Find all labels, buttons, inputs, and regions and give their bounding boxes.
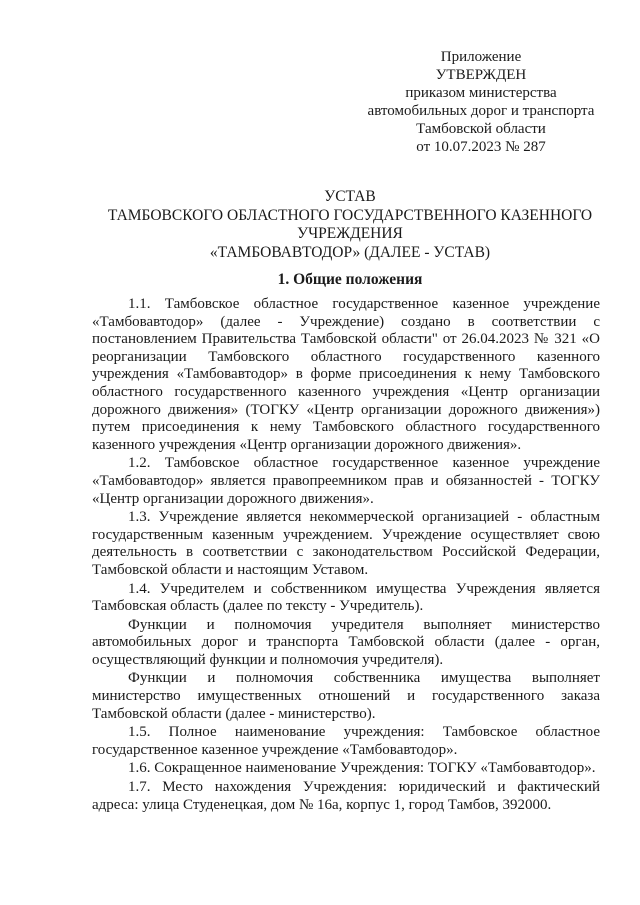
paragraph-1-2: 1.2. Тамбовское областное государственное казенное учреждение «Тамбовавтодор» является правопреемником прав и обязанностей - ТОГКУ «Центр организации дорожного движения».	[92, 455, 600, 507]
approval-order: приказом министерства	[405, 85, 557, 101]
title-line-4: «ТАМБОВАВТОДОР» (ДАЛЕЕ - УСТАВ)	[209, 243, 491, 261]
paragraph-1-3: 1.3. Учреждение является некоммерческой организацией - областным государственным казенным учреждением. Учреждение осуществляет свою деятельность в соответствии с законодательством Российской Федерации, Тамбовской области и настоящим Уставом.	[92, 509, 600, 578]
paragraph-1-4: 1.4. Учредителем и собственником имущества Учреждения является Тамбовская область (далее по тексту - Учредитель).	[92, 580, 600, 615]
document-title	[90, 188, 610, 262]
title-line-1: УСТАВ	[324, 188, 376, 205]
paragraph-1-5: 1.5. Полное наименование учреждения: Тамбовское областное государственное казенное учреждение «Тамбовавтодор».	[92, 724, 600, 758]
approval-ministry: автомобильных дорог и транспорта	[367, 103, 595, 119]
approval-region: Тамбовской области	[416, 121, 546, 137]
paragraph-1-6: 1.6. Сокращенное наименование Учреждения: ТОГКУ «Тамбовавтодор».	[128, 760, 596, 777]
approval-approved: УТВЕРЖДЕН	[435, 67, 527, 83]
section-heading: 1. Общие положения	[277, 271, 423, 288]
paragraph-1-1: 1.1. Тамбовское областное государственное казенное учреждение «Тамбовавтодор» (далее - Учреждение) создано в соответствии с постановлением Правительства Тамбовской области" от 26.04.2023 № 321 «О реорганизации Тамбовского областного государственного казенного учреждения «Тамбовавтодор» в форме присоединения к нему Тамбовского областного государственного казенного учреждения «Центр организации дорожного движения» (ТОГКУ «Центр организации дорожного движения») путем присоединения к нему Тамбовского областного государственного казенного учреждения «Центр организации дорожного движения».	[92, 296, 600, 453]
title-line-3: УЧРЕЖДЕНИЯ	[297, 225, 403, 242]
document-body	[92, 296, 600, 814]
paragraph-founder-functions: Функции и полномочия учредителя выполняет министерство автомобильных дорог и транспорта Тамбовской области (далее - орган, осуществляющий функции и полномочия учредителя).	[92, 616, 600, 668]
approval-block	[356, 48, 606, 156]
paragraph-1-7: 1.7. Место нахождения Учреждения: юридический и фактический адреса: улица Студенецкая, дом № 16а, корпус 1, город Тамбов, 392000.	[92, 779, 600, 813]
title-line-2: ТАМБОВСКОГО ОБЛАСТНОГО ГОСУДАРСТВЕННОГО КАЗЕННОГО	[107, 206, 593, 224]
approval-date-number: от 10.07.2023 № 287	[416, 139, 546, 155]
approval-appendix: Приложение	[440, 49, 522, 65]
paragraph-owner-functions: Функции и полномочия собственника имущества выполняет министерство имущественных отношений и государственного заказа Тамбовской области (далее - министерство).	[92, 670, 600, 722]
